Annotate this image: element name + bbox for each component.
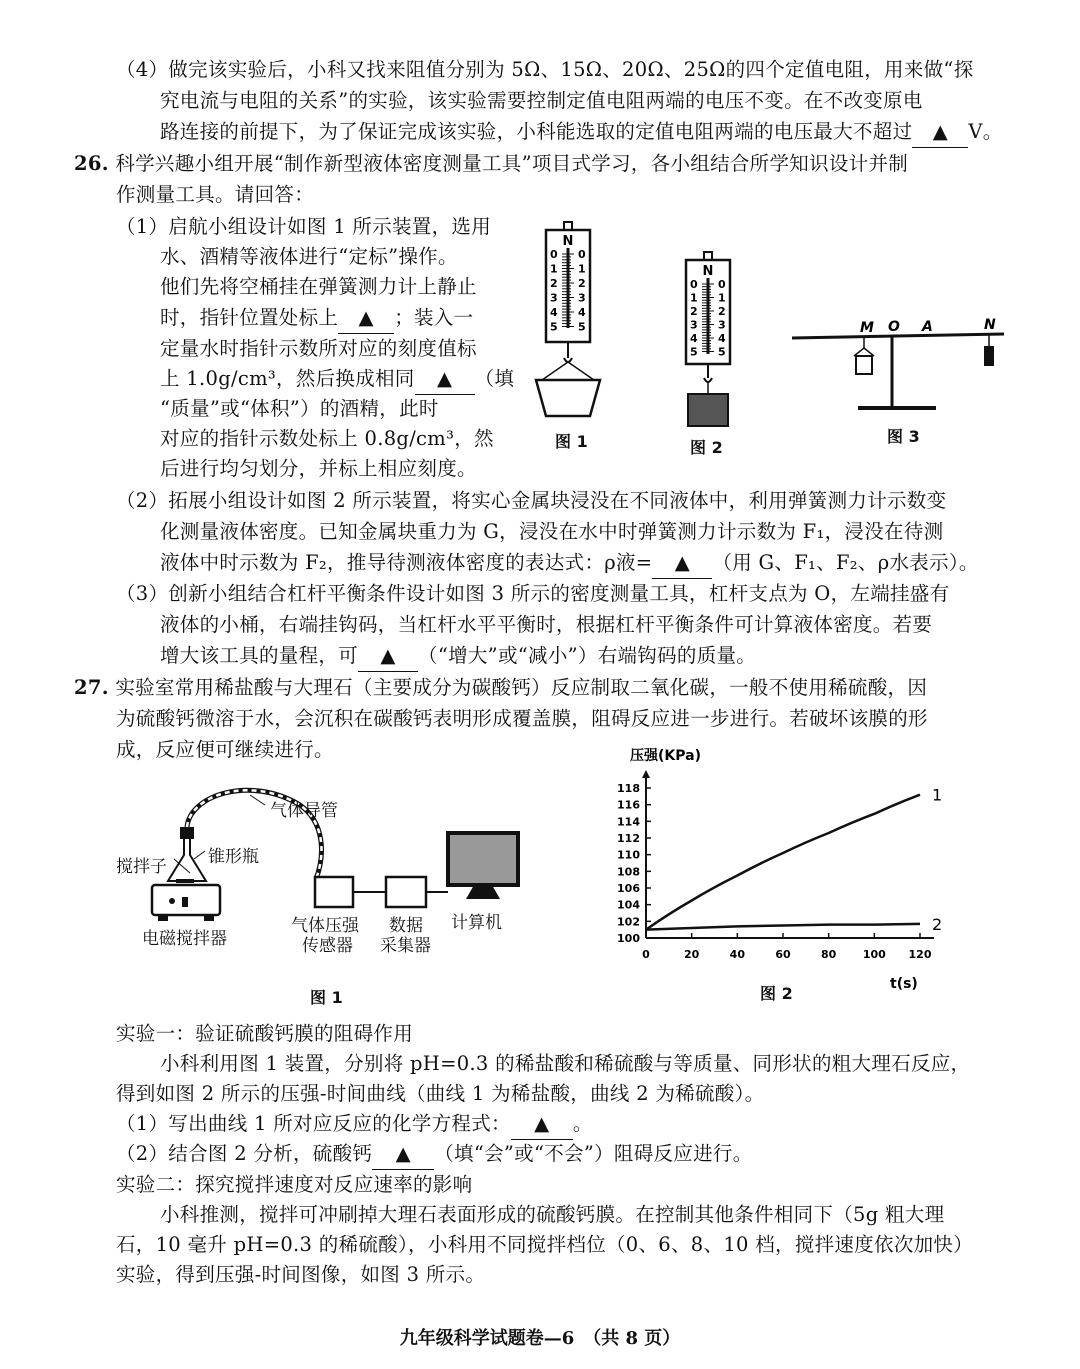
chart-y-tick-label: 102 xyxy=(617,915,640,929)
q26-p2-text: （用 G、F₁、F₂、ρ水表示）。 xyxy=(712,551,979,574)
lever-label-m: M xyxy=(860,320,874,336)
pressure-time-chart xyxy=(590,742,950,1002)
label-computer: 计算机 xyxy=(451,913,502,933)
chart-x-tick-label: 20 xyxy=(684,948,700,961)
exp1-q2-text: （填“会”或“不会”）阻碍反应进行。 xyxy=(434,1142,753,1165)
q26-p1-line8: 对应的指针示数处标上 0.8g/cm³，然 xyxy=(160,427,494,450)
spring-scale-figure-2 xyxy=(668,250,748,430)
chart-x-tick-label: 0 xyxy=(642,948,650,961)
lever-label-a: A xyxy=(922,319,933,335)
scale-tick-right: 3 xyxy=(718,318,726,332)
scale-tick-right: 1 xyxy=(578,262,586,276)
scale-tick-right: 4 xyxy=(578,306,586,319)
label-flask: 锥形瓶 xyxy=(208,847,259,867)
q26-p3-text: （“增大”或“减小”）右端钩码的质量。 xyxy=(418,644,757,667)
scale-letter: N xyxy=(702,264,714,279)
q26-p2-text: 液体中时示数为 F₂，推导待测液体密度的表达式：ρ液= xyxy=(160,551,653,574)
chart-y-tick-label: 104 xyxy=(617,898,640,912)
exp1-q1-text: 。 xyxy=(572,1112,593,1135)
pressure-sensor xyxy=(315,877,353,907)
chart-x-tick-label: 100 xyxy=(862,948,886,961)
lever-label-o: O xyxy=(888,319,900,335)
scale-letter: N xyxy=(562,234,574,249)
answer-blank[interactable]: ▲ xyxy=(912,117,968,148)
q25-part4-line2: 究电流与电阻的关系”的实验，该实验需要控制定值电阻两端的电压不变。在不改变原电 xyxy=(160,89,923,112)
chart-y-tick-label: 110 xyxy=(617,848,640,862)
answer-blank[interactable]: ▲ xyxy=(338,303,394,334)
q26-intro-line2: 作测量工具。请回答： xyxy=(116,183,315,206)
chart-series-label-1: 1 xyxy=(932,785,943,805)
q25-part4-unit: V。 xyxy=(968,120,1003,143)
q27-intro-text: 实验室常用稀盐酸与大理石（主要成分为碳酸钙）反应制取二氧化碳，一般不使用稀硫酸，因 xyxy=(115,676,928,699)
q26-p1-line9: 后进行均匀划分，并标上相应刻度。 xyxy=(160,457,477,480)
label-stir-bar: 搅拌子 xyxy=(116,857,167,877)
chart-y-arrow xyxy=(642,770,650,778)
q26-p1-line5: 定量水时指针示数所对应的刻度值标 xyxy=(160,337,477,360)
scale-tick-left: 5 xyxy=(550,320,558,334)
q26-p1-line4 xyxy=(160,303,473,334)
page-footer: 九年级科学试题卷—6 （共 8 页） xyxy=(399,1328,681,1349)
fig1-caption: 图 1 xyxy=(555,432,588,451)
q26-p1-line7: “质量”或“体积”）的酒精，此时 xyxy=(160,397,439,420)
label-sensor-2: 传感器 xyxy=(302,936,353,956)
chart-y-tick-label: 114 xyxy=(617,815,640,829)
label-sensor-1: 气体压强 xyxy=(291,916,359,936)
chart-y-tick-label: 116 xyxy=(617,798,640,812)
fig3-caption: 图 3 xyxy=(887,427,920,446)
chart-y-axis-label: 压强(KPa) xyxy=(630,748,701,764)
answer-blank[interactable]: ▲ xyxy=(372,1139,434,1170)
q27-intro-line1 xyxy=(74,673,927,703)
scale-tick-right: 1 xyxy=(718,291,726,305)
scale-tick-right: 4 xyxy=(718,332,726,345)
q26-intro-line1 xyxy=(74,149,908,179)
q26-p1-text: ；装入一 xyxy=(394,306,474,329)
apparatus-caption: 图 1 xyxy=(310,988,343,1007)
scale-tick-left: 4 xyxy=(550,306,558,319)
q26-p1-line6 xyxy=(160,364,514,395)
q26-p2-line3 xyxy=(160,548,979,579)
spring-scale-figure-1 xyxy=(528,220,608,425)
label-magnetic-stirrer: 电磁搅拌器 xyxy=(142,929,227,949)
computer-monitor xyxy=(448,833,518,885)
q26-p3-line2: 液体的小桶，右端挂钩码，当杠杆水平平衡时，根据杠杆平衡条件可计算液体密度。若要 xyxy=(160,613,933,636)
exp1-q2 xyxy=(116,1139,753,1170)
exp1-q1-text: （1）写出曲线 1 所对应反应的化学方程式： xyxy=(116,1112,511,1135)
fig2-caption: 图 2 xyxy=(690,438,723,457)
chart-x-tick-label: 40 xyxy=(729,948,745,961)
scale-tick-left: 1 xyxy=(550,262,558,276)
q27-intro-line3: 成，反应便可继续进行。 xyxy=(116,738,334,761)
question-number: 27. xyxy=(74,676,109,699)
q25-part4-line3-text: 路连接的前提下，为了保证完成该实验，小科能选取的定值电阻两端的电压最大不超过 xyxy=(160,120,913,143)
chart-axes xyxy=(642,770,934,938)
scale-tick-right: 3 xyxy=(578,291,586,305)
exp2-line1: 小科推测，搅拌可冲刷掉大理石表面形成的硫酸钙膜。在控制其他条件相同下（5g 粗大理 xyxy=(160,1203,945,1226)
label-collector-2: 采集器 xyxy=(380,936,431,956)
exp1-title: 实验一：验证硫酸钙膜的阻碍作用 xyxy=(116,1022,414,1045)
chart-series-label-2: 2 xyxy=(932,914,943,934)
chart-y-tick-label: 112 xyxy=(617,832,640,845)
q25-part4-line1: （4）做完该实验后，小科又找来阻值分别为 5Ω、15Ω、20Ω、25Ω的四个定值电阻，用来做“探 xyxy=(116,58,974,81)
chart-y-tick-label: 118 xyxy=(617,782,640,795)
chart-y-tick-label: 108 xyxy=(617,865,640,879)
exp1-line2: 得到如图 2 所示的压强-时间曲线（曲线 1 为稀盐酸，曲线 2 为稀硫酸）。 xyxy=(116,1082,765,1105)
label-gas-tube: 气体导管 xyxy=(270,801,338,821)
q26-intro-text: 科学兴趣小组开展“制作新型液体密度测量工具”项目式学习，各小组结合所学知识设计并制 xyxy=(115,152,909,175)
chart-y-tick-label: 106 xyxy=(617,882,640,895)
scale-tick-right: 2 xyxy=(578,277,586,290)
scale-tick-left: 3 xyxy=(550,291,558,305)
chart-series-line-2 xyxy=(646,924,920,930)
question-number: 26. xyxy=(74,152,109,175)
data-collector xyxy=(386,877,426,907)
exp2-line2: 石，10 毫升 pH=0.3 的稀硫酸），小科用不同搅拌档位（0、6、8、10 档，搅拌速度依次加快） xyxy=(116,1233,974,1256)
exp2-title: 实验二：探究搅拌速度对反应速率的影响 xyxy=(116,1173,473,1196)
exp1-line1: 小科利用图 1 装置，分别将 pH=0.3 的稀盐酸和稀硫酸与等质量、同形状的粗大理石反应， xyxy=(160,1052,971,1075)
chart-series-line-1 xyxy=(646,795,920,930)
scale-tick-left: 3 xyxy=(690,318,698,332)
q26-p2-line2: 化测量液体密度。已知金属块重力为 G，浸没在水中时弹簧测力计示数为 F₁，浸没在待测 xyxy=(160,520,944,543)
chart-x-tick-label: 120 xyxy=(908,948,932,961)
scale-tick-right: 0 xyxy=(578,248,586,261)
scale-tick-left: 5 xyxy=(690,345,698,359)
exp2-line3: 实验，得到压强-时间图像，如图 3 所示。 xyxy=(116,1263,486,1286)
stir-bar xyxy=(176,879,194,883)
q25-part4-line3 xyxy=(160,117,1003,148)
q26-p3-text: 增大该工具的量程，可 xyxy=(160,644,359,667)
answer-blank[interactable]: ▲ xyxy=(415,364,475,395)
chart-caption: 图 2 xyxy=(760,984,793,1003)
answer-blank[interactable]: ▲ xyxy=(358,641,418,672)
chart-x-tick-label: 80 xyxy=(821,948,837,961)
scale-tick-right: 5 xyxy=(578,320,586,334)
exp1-q2-text: （2）结合图 2 分析，硫酸钙 xyxy=(116,1142,373,1165)
lever-label-n: N xyxy=(984,317,996,333)
lever-figure-3 xyxy=(788,312,1010,422)
scale-tick-right: 2 xyxy=(718,305,726,318)
q26-p3-line3 xyxy=(160,641,756,672)
q27-intro-line2: 为硫酸钙微溶于水，会沉积在碳酸钙表明形成覆盖膜，阻碍反应进一步进行。若破坏该膜的形 xyxy=(116,707,928,730)
chart-x-axis-label: t(s) xyxy=(890,976,918,992)
exp1-q1 xyxy=(116,1109,593,1140)
scale-tick-left: 0 xyxy=(550,248,558,261)
scale-tick-left: 1 xyxy=(690,291,698,305)
q26-p2-line1: （2）拓展小组设计如图 2 所示装置，将实心金属块浸没在不同液体中，利用弹簧测力计示数变 xyxy=(116,489,947,512)
scale-tick-left: 2 xyxy=(690,305,698,318)
scale-tick-left: 4 xyxy=(690,332,698,345)
label-collector-1: 数据 xyxy=(389,916,423,936)
scale-tick-left: 2 xyxy=(550,277,558,290)
q26-p3-line1: （3）创新小组结合杠杆平衡条件设计如图 3 所示的密度测量工具，杠杆支点为 O，左端挂盛有 xyxy=(116,582,950,605)
answer-blank[interactable]: ▲ xyxy=(511,1109,573,1140)
chart-x-tick-label: 60 xyxy=(775,948,791,961)
chart-y-tick-label: 100 xyxy=(617,932,640,945)
q26-p1-text: （填 xyxy=(474,367,515,390)
q26-p1-text: 时，指针位置处标上 xyxy=(160,306,339,329)
q26-p1-text: 上 1.0g/cm³，然后换成相同 xyxy=(160,367,415,390)
answer-blank[interactable]: ▲ xyxy=(652,548,712,579)
scale-tick-right: 0 xyxy=(718,278,726,291)
q26-p1-line2: 水、酒精等液体进行“定标”操作。 xyxy=(160,245,458,268)
scale-tick-left: 0 xyxy=(690,278,698,291)
chart-series xyxy=(646,786,942,934)
q26-p1-line1: （1）启航小组设计如图 1 所示装置，选用 xyxy=(116,215,492,238)
q26-p1-line3: 他们先将空桶挂在弹簧测力计上静止 xyxy=(160,275,477,298)
scale-tick-right: 5 xyxy=(718,345,726,359)
